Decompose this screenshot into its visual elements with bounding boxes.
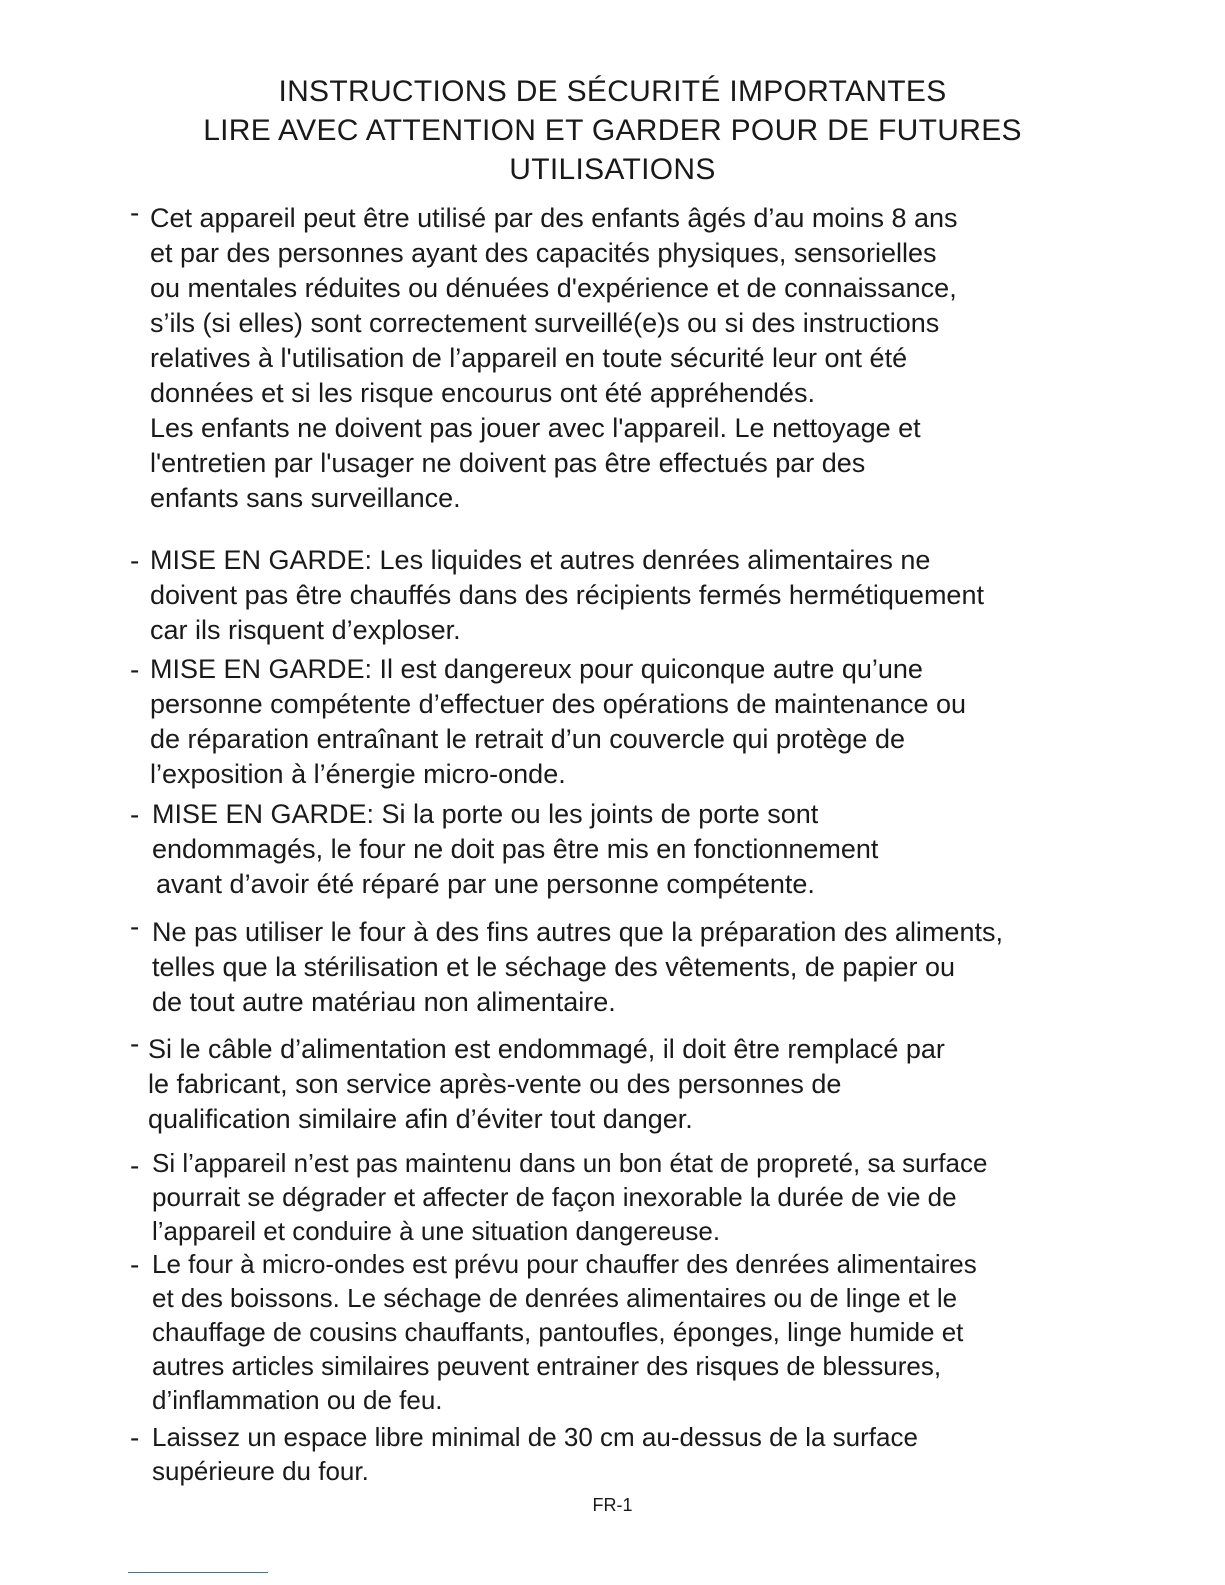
bullet-dash: - (130, 545, 140, 576)
safety-item-cleanliness (130, 1146, 1200, 1248)
item-line: le fabricant, son service après-vente ou des personnes de (148, 1069, 842, 1099)
item-line: avant d’avoir été réparé par une personne compétente. (156, 869, 815, 899)
footnote-separator (128, 1572, 268, 1573)
safety-item-clearance (130, 1420, 1200, 1488)
item-line: chauffage de cousins chauffants, pantoufles, éponges, linge humide et (152, 1317, 964, 1347)
bullet-dash: - (130, 654, 140, 685)
bullet-dash: - (130, 1422, 140, 1453)
title-line-2: LIRE AVEC ATTENTION ET GARDER POUR DE FUTURES (203, 114, 1022, 147)
bullet-dash: - (130, 197, 140, 228)
item-line: Le four à micro-ondes est prévu pour chauffer des denrées alimentaires (152, 1249, 977, 1279)
item-line: pourrait se dégrader et affecter de façon inexorable la durée de vie de (152, 1182, 957, 1212)
safety-item-power-cable (130, 1028, 1200, 1137)
bullet-dash: - (130, 1150, 140, 1181)
safety-item-intended-use (130, 1247, 1200, 1417)
item-line: MISE EN GARDE: Il est dangereux pour quiconque autre qu’une (150, 654, 923, 684)
item-line: et des boissons. Le séchage de denrées alimentaires ou de linge et le (152, 1283, 958, 1313)
item-line: Laissez un espace libre minimal de 30 cm au-dessus de la surface (152, 1422, 918, 1452)
safety-item-food-only (130, 911, 1200, 1020)
item-line: l’exposition à l’énergie micro-onde. (150, 759, 566, 789)
safety-item-door-warning (130, 797, 1200, 902)
item-line: qualification similaire afin d’éviter tout danger. (148, 1104, 693, 1134)
item-line: Les enfants ne doivent pas jouer avec l'appareil. Le nettoyage et (150, 413, 921, 443)
bullet-dash: - (130, 1249, 140, 1280)
item-line: car ils risquent d’exploser. (150, 615, 461, 645)
safety-item-liquids-warning (130, 543, 1200, 648)
item-line: l'entretien par l'usager ne doivent pas être effectués par des (150, 448, 866, 478)
item-line: endommagés, le four ne doit pas être mis en fonctionnement (152, 834, 879, 864)
item-line: l’appareil et conduire à une situation dangereuse. (152, 1216, 721, 1246)
item-line: s’ils (si elles) sont correctement surveillé(e)s ou si des instructions (150, 308, 940, 338)
bullet-dash: - (130, 911, 140, 942)
title-line-1: INSTRUCTIONS DE SÉCURITÉ IMPORTANTES (278, 75, 947, 108)
item-line: ou mentales réduites ou dénuées d'expérience et de connaissance, (150, 273, 957, 303)
item-line: MISE EN GARDE: Si la porte ou les joints de porte sont (152, 799, 819, 829)
item-line: Si l’appareil n’est pas maintenu dans un bon état de propreté, sa surface (152, 1148, 988, 1178)
item-line: Ne pas utiliser le four à des fins autres que la préparation des aliments, (152, 917, 1003, 947)
item-line: Cet appareil peut être utilisé par des enfants âgés d’au moins 8 ans (150, 203, 958, 233)
safety-item-children (130, 197, 1200, 516)
item-line: telles que la stérilisation et le séchage des vêtements, de papier ou (152, 952, 955, 982)
item-line: supérieure du four. (152, 1456, 369, 1486)
item-line: personne compétente d’effectuer des opérations de maintenance ou (150, 689, 967, 719)
page-number: FR-1 (592, 1495, 633, 1515)
item-line: d’inflammation ou de feu. (152, 1385, 443, 1415)
item-line: et par des personnes ayant des capacités physiques, sensorielles (150, 238, 937, 268)
bullet-dash: - (130, 1028, 140, 1059)
item-line: doivent pas être chauffés dans des récipients fermés hermétiquement (150, 580, 984, 610)
item-line: de réparation entraînant le retrait d’un couvercle qui protège de (150, 724, 905, 754)
item-line: autres articles similaires peuvent entrainer des risques de blessures, (152, 1351, 942, 1381)
item-line: Si le câble d’alimentation est endommagé, il doit être remplacé par (148, 1034, 945, 1064)
item-line: données et si les risque encourus ont été appréhendés. (150, 378, 815, 408)
item-line: enfants sans surveillance. (150, 483, 461, 513)
title-line-3: UTILISATIONS (509, 153, 716, 186)
item-line: relatives à l'utilisation de l’appareil en toute sécurité leur ont été (150, 343, 908, 373)
bullet-dash: - (130, 799, 140, 830)
safety-item-maintenance-warning (130, 652, 1200, 792)
item-line: MISE EN GARDE: Les liquides et autres denrées alimentaires ne (150, 545, 931, 575)
item-line: de tout autre matériau non alimentaire. (152, 987, 616, 1017)
